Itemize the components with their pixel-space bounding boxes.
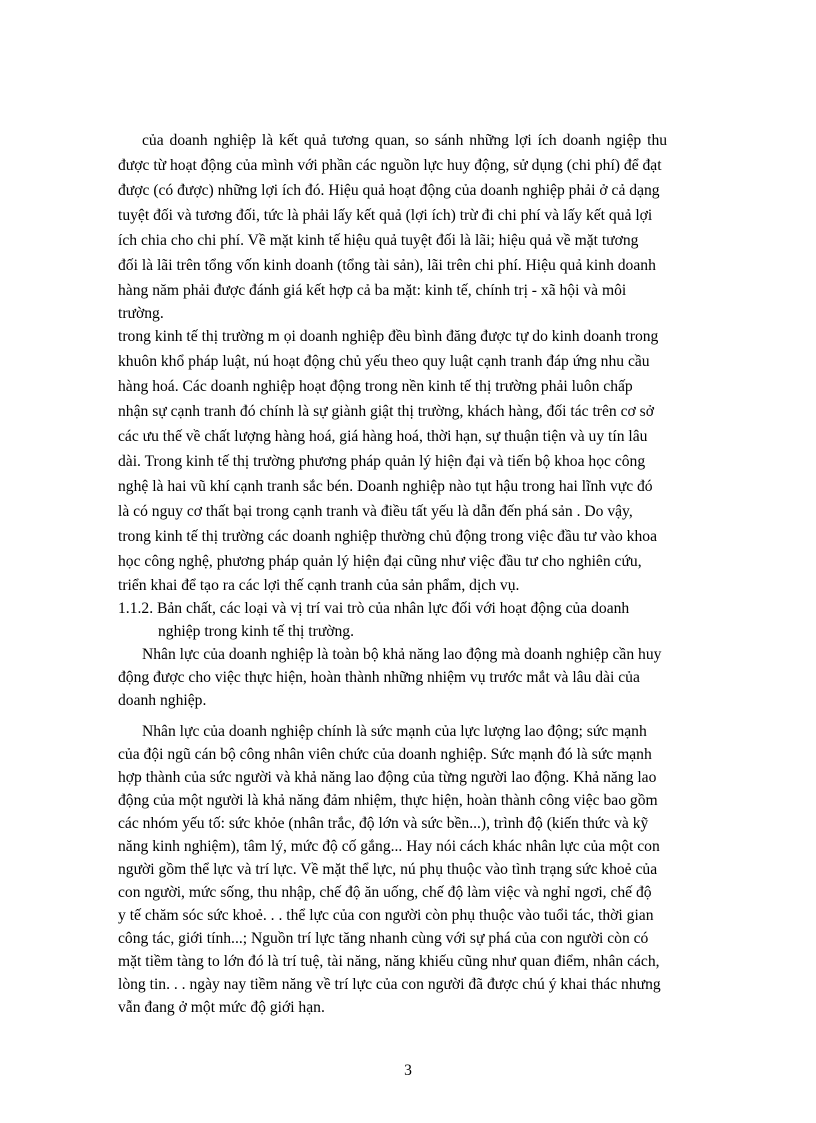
text-line: đối là lãi trên tổng vốn kinh doanh (tổng tài sản), lãi trên chi phí. Hiệu quả kinh doanh	[118, 257, 656, 274]
text-line: hàng năm phải được đánh giá kết hợp cả ba mặt: kinh tế, chính trị - xã hội và môi	[118, 282, 627, 299]
text-line: trường.	[118, 305, 164, 322]
text-line: của doanh nghiệp là kết quả tương quan, so sánh những lợi ích doanh ngiệp thu	[142, 132, 668, 149]
text-line: động của một người là khả năng đảm nhiệm, thực hiện, hoàn thành công việc bao gồm	[118, 792, 658, 809]
text-line: Nhân lực của doanh nghiệp chính là sức mạnh của lực lượng lao động; sức mạnh	[142, 723, 647, 740]
section-heading: nghiệp trong kinh tế thị trường.	[158, 623, 355, 640]
text-line: lòng tin. . . ngày nay tiềm năng về trí lực của con người đã được chú ý khai thác nhưng	[118, 976, 661, 993]
text-line: của đội ngũ cán bộ công nhân viên chức của doanh nghiệp. Sức mạnh đó là sức mạnh	[118, 746, 652, 763]
text-line: công tác, giới tính...; Nguồn trí lực tăng nhanh cùng với sự phá của con người còn có	[118, 930, 649, 947]
text-line: tuyệt đối và tương đối, tức là phải lấy kết quả (lợi ích) trừ đi chi phí và lấy kết quả lợi	[118, 207, 653, 224]
text-line: các ưu thế về chất lượng hàng hoá, giá hàng hoá, thời hạn, sự thuận tiện và uy tín lâu	[118, 428, 648, 445]
text-line: trong kinh tế thị trường m ọi doanh nghiệp đều bình đăng được tự do kinh doanh trong	[118, 328, 659, 345]
text-line: học công nghệ, phương pháp quản lý hiện đại cũng như việc đầu tư cho nghiên cứu,	[118, 553, 642, 570]
text-line: là có nguy cơ thất bại trong cạnh tranh và điều tất yếu là dẫn đến phá sản . Do vậy,	[118, 503, 633, 520]
text-line: trong kinh tế thị trường các doanh nghiệp thường chủ động trong việc đầu tư vào khoa	[118, 528, 657, 545]
text-line: người gồm thể lực và trí lực. Về mặt thể lực, nú phụ thuộc vào tình trạng sức khoẻ của	[118, 861, 658, 878]
page-number: 3	[404, 1062, 412, 1079]
text-line: được (có được) những lợi ích đó. Hiệu quả hoạt động của doanh nghiệp phải ở cả dạng	[118, 182, 660, 199]
text-line: doanh nghiệp.	[118, 692, 207, 709]
text-line: Nhân lực của doanh nghiệp là toàn bộ khả năng lao động mà doanh nghiệp cần huy	[142, 646, 662, 663]
text-line: ích chia cho chi phí. Về mặt kinh tế hiệu quả tuyệt đối là lãi; hiệu quả về mặt tương	[118, 232, 639, 249]
text-line: dài. Trong kinh tế thị trường phương pháp quản lý hiện đại và tiến bộ khoa học công	[118, 453, 646, 470]
text-line: nghệ là hai vũ khí cạnh tranh sắc bén. Doanh nghiệp nào tụt hậu trong hai lĩnh vực đó	[118, 478, 653, 495]
section-heading: 1.1.2. Bản chất, các loại và vị trí vai trò của nhân lực đối với hoạt động của doanh	[118, 600, 630, 617]
text-line: năng kinh nghiệm), tâm lý, mức độ cố gắng... Hay nói cách khác nhân lực của một con	[118, 838, 660, 855]
text-line: động được cho việc thực hiện, hoàn thành những nhiệm vụ trước mắt và lâu dài của	[118, 669, 640, 686]
text-line: nhận sự cạnh tranh đó chính là sự giành giật thị trường, khách hàng, đối tác trên cơ sở	[118, 403, 654, 420]
text-line: các nhóm yếu tố: sức khỏe (nhân trắc, độ lớn và sức bền...), trình độ (kiến thức và kỹ	[118, 815, 649, 832]
text-line: triển khai để tạo ra các lợi thế cạnh tranh của sản phẩm, dịch vụ.	[118, 577, 520, 594]
text-line: được từ hoạt động của mình với phần các nguồn lực huy động, sử dụng (chi phí) để đạt	[118, 157, 662, 174]
text-line: mặt tiềm tàng to lớn đó là trí tuệ, tài năng, năng khiếu cũng như quan điểm, nhân cách,	[118, 953, 660, 970]
text-line: khuôn khổ pháp luật, nú hoạt động chủ yếu theo quy luật cạnh tranh đáp ứng nhu cầu	[118, 353, 650, 370]
text-line: hàng hoá. Các doanh nghiệp hoạt động trong nền kinh tế thị trường phải luôn chấp	[118, 378, 633, 395]
text-line: vẫn đang ở một mức độ giới hạn.	[118, 999, 325, 1016]
text-line: hợp thành của sức người và khả năng lao động của từng người lao động. Khả năng lao	[118, 769, 657, 786]
text-line: con người, mức sống, thu nhập, chế độ ăn uống, chế độ làm việc và nghỉ ngơi, chế độ	[118, 884, 652, 901]
text-line: y tế chăm sóc sức khoẻ. . . thể lực của con người còn phụ thuộc vào tuổi tác, thời gian	[118, 907, 654, 924]
